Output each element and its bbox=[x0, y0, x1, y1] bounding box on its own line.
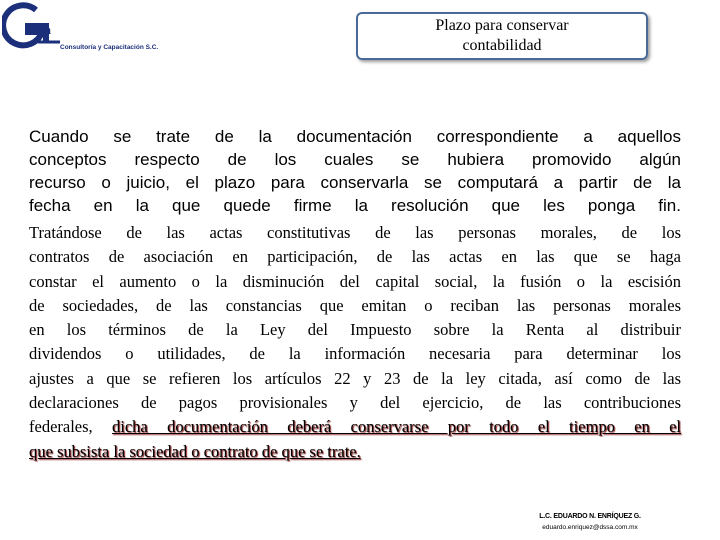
paragraph-2-line: declaraciones de pagos provisionales y del ejercicio, de las contribuciones bbox=[29, 393, 681, 413]
paragraph-2-line: dividendos o utilidades, de la información necesaria para determinar los bbox=[29, 344, 681, 364]
logo-mark-text: va bbox=[38, 22, 51, 37]
slide-title-box bbox=[356, 12, 648, 60]
paragraph-1 bbox=[29, 125, 681, 217]
paragraph-1-line: conceptos respecto de los cuales se hubiera promovido algún bbox=[29, 150, 681, 169]
signature-name: L.C. EDUARDO N. ENRÍQUEZ G. bbox=[539, 513, 641, 520]
paragraph-2 bbox=[29, 221, 681, 464]
paragraph-2-line: en los términos de la Ley del Impuesto sobre la Renta al distribuir bbox=[29, 320, 681, 340]
line-prefix: federales, bbox=[29, 417, 113, 437]
underlined-emphasis: dicha documentación deberá conservarse por todo el tiempo en el bbox=[112, 417, 681, 437]
paragraph-2-line: Tratándose de las actas constitutivas de las personas morales, de los bbox=[29, 223, 681, 242]
paragraph-1-line: Cuando se trate de la documentación correspondiente a aquellos bbox=[29, 127, 681, 146]
title-line-2: contabilidad bbox=[462, 37, 542, 54]
paragraph-1-line: fecha en la que quede firme la resolución que les ponga fin. bbox=[29, 196, 681, 215]
underlined-emphasis: que subsista la sociedad o contrato de que se trate. bbox=[29, 441, 361, 461]
signature-email: eduardo.enriquez@dssa.com.mx bbox=[542, 524, 638, 531]
paragraph-2-line: ajustes a que se refieren los artículos 22 y 23 de la ley citada, así como de las bbox=[29, 368, 681, 388]
paragraph-2-line-10 bbox=[29, 440, 681, 464]
g-logo-icon bbox=[2, 2, 62, 52]
company-logo bbox=[2, 2, 182, 60]
paragraph-2-line: contratos de asociación en participación, de las actas en las que se haga bbox=[29, 247, 681, 267]
title-line-1: Plazo para conservar bbox=[435, 17, 569, 34]
signature-block bbox=[520, 513, 660, 531]
paragraph-2-line: constar el aumento o la disminución del capital social, la fusión o la escisión bbox=[29, 271, 681, 291]
paragraph-2-line-9 bbox=[29, 415, 681, 439]
logo-tagline: Consultoría y Capacitación S.C. bbox=[60, 44, 159, 51]
paragraph-1-line: recurso o juicio, el plazo para conservarla se computará a partir de la bbox=[29, 173, 681, 192]
paragraph-2-line: de sociedades, de las constancias que emitan o reciban las personas morales bbox=[29, 295, 681, 315]
